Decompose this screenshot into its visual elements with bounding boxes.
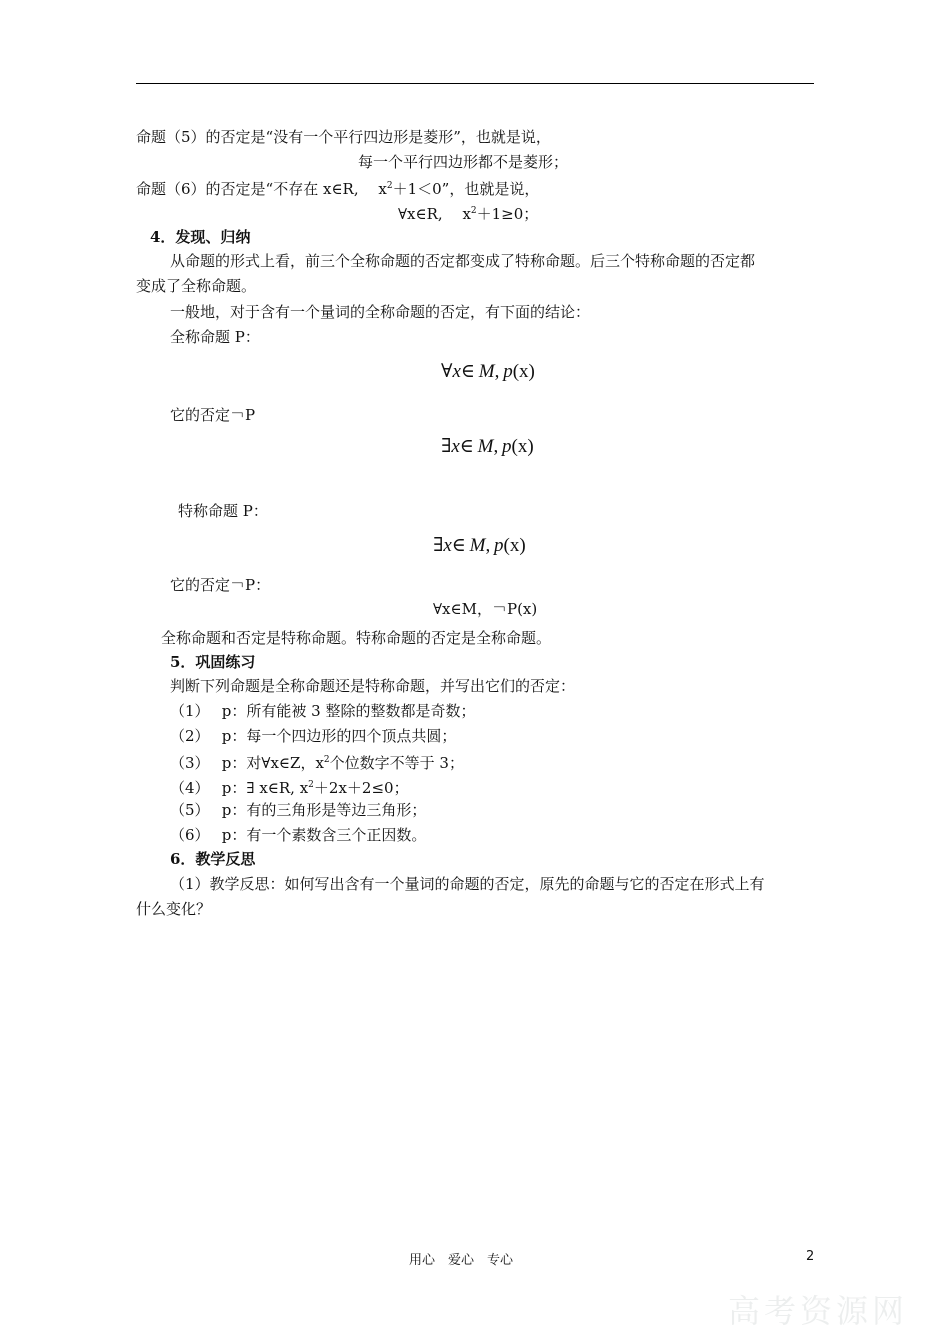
section-heading-5: 5．巩固练习	[170, 653, 256, 671]
exercise-instruction: 判断下列命题是全称命题还是特称命题，并写出它们的否定：	[170, 677, 576, 695]
exercise-item-1: （1） p：所有能被 3 整除的整数都是奇数；	[170, 702, 476, 720]
formula-existential-negation: ∀x∈M，￢P(x)	[433, 600, 538, 618]
formula-existential: ∃x∈ M, p(x)	[433, 535, 526, 556]
formula-universal-negation: ∃x∈ M, p(x)	[441, 436, 534, 457]
paragraph-observe-1: 从命题的形式上看，前三个全称命题的否定都变成了特称命题。后三个特称命题的否定都	[170, 252, 756, 270]
formula-universal: ∀x∈ M, p(x)	[441, 361, 535, 382]
section-heading-4: 4．发现、归纳	[150, 228, 251, 246]
watermark: 高考资源网	[727, 1292, 908, 1330]
header-rule	[136, 83, 814, 84]
exercise-item-2: （2） p：每一个四边形的四个顶点共圆；	[170, 727, 457, 745]
line-negation-5: 命题（5）的否定是“没有一个平行四边形是菱形”，也就是说，	[136, 128, 551, 146]
reflection-line-2: 什么变化？	[136, 900, 212, 918]
label-existential-p: 特称命题 P：	[178, 502, 268, 520]
label-existential-negation: 它的否定￢P：	[170, 576, 271, 594]
paragraph-conclusion: 全称命题和否定是特称命题。特称命题的否定是全称命题。	[161, 629, 552, 647]
line-negation-6: 命题（6）的否定是“不存在 x∈R, $x^2+1<0$”，也就是说，	[136, 180, 540, 198]
footer-motto: 用心 爱心 专心	[409, 1253, 514, 1268]
exercise-item-3: （3） p：对∀x∈Z，$x^2$个位数字不等于 3；	[170, 754, 464, 772]
page-number: 2	[806, 1249, 815, 1264]
section-heading-6: 6．教学反思	[170, 850, 256, 868]
exercise-item-5: （5） p：有的三角形是等边三角形；	[170, 801, 427, 819]
line-negation-5-meaning: 每一个平行四边形都不是菱形；	[358, 153, 569, 171]
paragraph-general: 一般地，对于含有一个量词的全称命题的否定，有下面的结论：	[170, 303, 591, 321]
label-universal-negation: 它的否定￢P	[170, 406, 256, 424]
label-universal-p: 全称命题 P：	[170, 328, 260, 346]
exercise-item-4: （4） p：∃ x∈R, $x^2+2x+2\le 0$；	[170, 779, 409, 797]
exercise-item-6: （6） p：有一个素数含三个正因数。	[170, 826, 427, 844]
reflection-line-1: （1）教学反思：如何写出含有一个量词的命题的否定，原先的命题与它的否定在形式上有	[170, 875, 765, 893]
paragraph-observe-2: 变成了全称命题。	[136, 277, 257, 295]
line-negation-6-meaning: ∀x∈R, $x^2+1\ge 0$；	[398, 205, 539, 223]
